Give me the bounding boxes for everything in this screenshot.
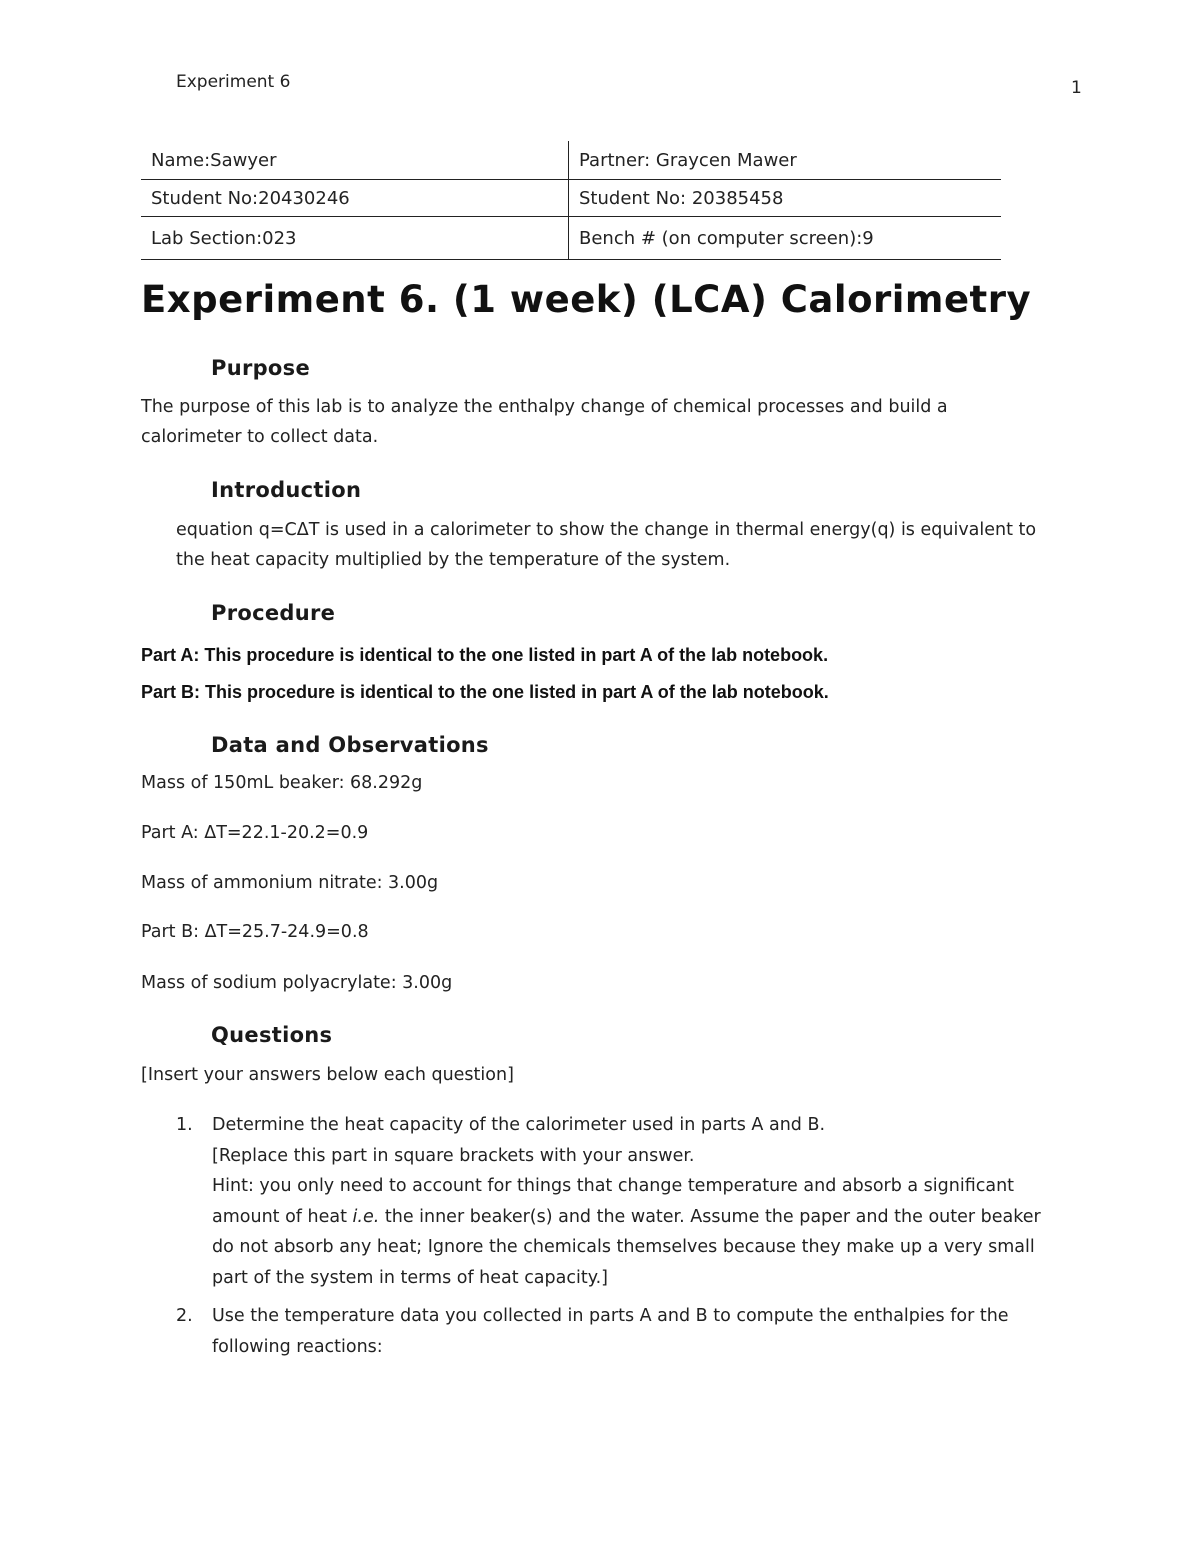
procedure-part-b: Part B: This procedure is identical to the one listed in part A of the lab notebook. <box>141 682 829 702</box>
question-text: Determine the heat capacity of the calorimeter used in parts A and B. <box>212 1115 826 1135</box>
lab-section-cell: Lab Section:023 <box>141 217 569 260</box>
table-row <box>141 217 1001 260</box>
data-heading: Data and Observations <box>211 733 489 757</box>
question-list <box>176 1110 1048 1362</box>
questions-heading: Questions <box>211 1023 333 1047</box>
hint-text: the inner beaker(s) and the water. Assume the paper and the outer beaker do not absorb any heat; Ignore the chemicals themselves because they make up a very small part of the system in terms of heat capacity.] <box>212 1206 1041 1288</box>
question-number: 2. <box>176 1306 193 1326</box>
list-item <box>176 1110 1048 1293</box>
question-number: 1. <box>176 1115 193 1135</box>
student-info-table <box>141 141 1001 260</box>
introduction-heading: Introduction <box>211 478 362 502</box>
purpose-heading: Purpose <box>211 356 310 380</box>
data-line: Mass of 150mL beaker: 68.292g <box>141 773 423 793</box>
hint-text: Hint: you only need to account for things that change temperature and absorb a significant amount of heat <box>212 1176 1015 1227</box>
table-row <box>141 141 1001 180</box>
student-number-cell: Student No:20430246 <box>141 180 569 217</box>
introduction-text: equation q=CΔT is used in a calorimeter to show the change in thermal energy(q) is equivalent to the heat capacity multiplied by the temperature of the system. <box>176 520 1037 570</box>
question-text: Use the temperature data you collected in parts A and B to compute the enthalpies for the following reactions: <box>212 1306 1009 1357</box>
table-row <box>141 180 1001 217</box>
data-line: Part A: ΔT=22.1-20.2=0.9 <box>141 823 369 843</box>
answer-placeholder: [Replace this part in square brackets with your answer. <box>212 1145 695 1166</box>
data-line: Part B: ΔT=25.7-24.9=0.8 <box>141 922 369 942</box>
purpose-text: The purpose of this lab is to analyze the enthalpy change of chemical processes and build a calorimeter to collect data. <box>141 397 948 447</box>
running-header: Experiment 6 <box>176 72 291 92</box>
procedure-part-a: Part A: This procedure is identical to the one listed in part A of the lab notebook. <box>141 645 829 665</box>
bench-cell: Bench # (on computer screen):9 <box>569 217 1002 260</box>
list-item <box>176 1301 1048 1362</box>
partner-cell: Partner: Graycen Mawer <box>569 141 1002 180</box>
document-title: Experiment 6. (1 week) (LCA) Calorimetry <box>141 278 1032 321</box>
data-line: Mass of sodium polyacrylate: 3.00g <box>141 973 453 993</box>
question-hint <box>212 1171 1048 1293</box>
hint-ie: i.e. <box>352 1206 380 1227</box>
questions-instruction: [Insert your answers below each question] <box>141 1065 514 1085</box>
page-number: 1 <box>1071 78 1082 98</box>
procedure-heading: Procedure <box>211 601 336 625</box>
data-line: Mass of ammonium nitrate: 3.00g <box>141 873 439 893</box>
name-cell: Name:Sawyer <box>141 141 569 180</box>
partner-student-number-cell: Student No: 20385458 <box>569 180 1002 217</box>
